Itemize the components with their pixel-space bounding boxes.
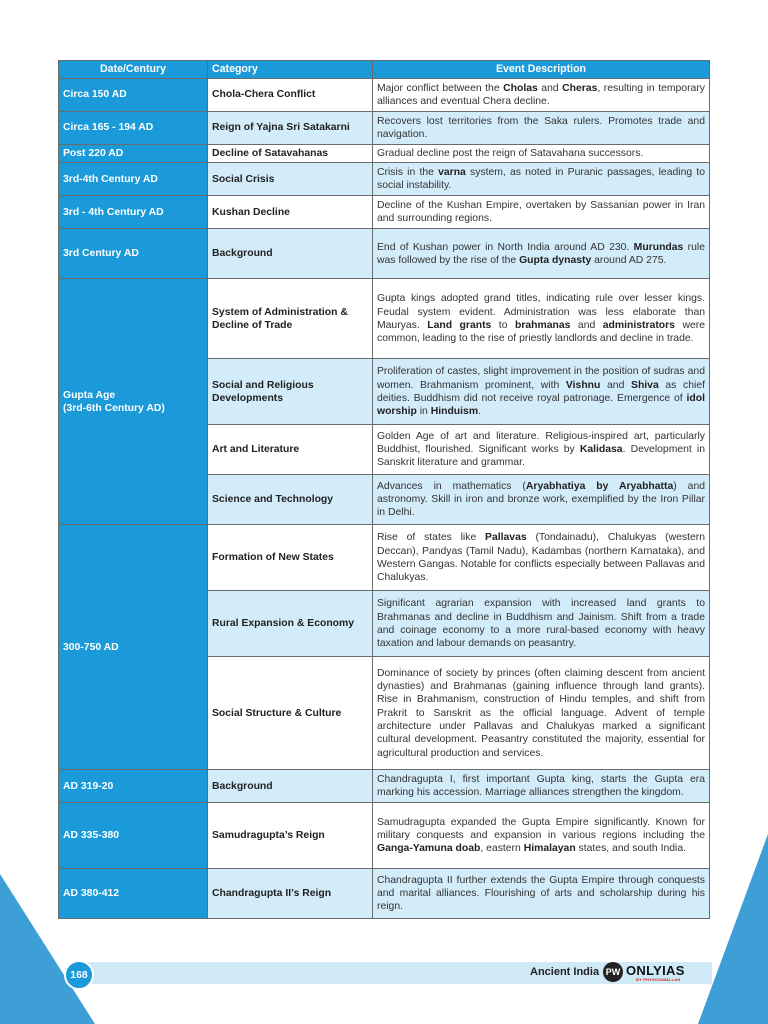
description-cell: End of Kushan power in North India around AD 230. Murundas rule was followed by the rise of the Gupta dynasty around AD 275. — [373, 229, 710, 279]
description-cell: Chandragupta II further extends the Gupta Empire through conquests and marital alliances. Flourishing of arts and scholarship during his reign. — [373, 869, 710, 919]
emphasis-text: Murundas — [633, 241, 684, 253]
date-line: Gupta Age — [63, 389, 116, 401]
onlyias-logo-subtext: BY PHYSICSWALLAH — [636, 977, 681, 982]
description-cell: Gradual decline post the reign of Satavahana successors. — [373, 145, 710, 163]
table-row — [59, 279, 710, 359]
table-row — [59, 869, 710, 919]
description-cell: Dominance of society by princes (often claiming descent from ancient dynasties) and Brahmanas (gaining influence through land grants). Rise in Brahmanism, construction of Hindu temples, and shift from Prakrit to Sanskrit as the official language. Advent of temple architecture under Pallavas and Chalukyas marked a significant cultural development. Peasantry constituted the majority, essential for agricultural production and services. — [373, 657, 710, 770]
header-category: Category — [208, 61, 373, 79]
emphasis-text: Aryabhatiya by Aryabhatta — [525, 480, 674, 492]
table-row — [59, 163, 710, 196]
date-cell: 3rd-4th Century AD — [59, 163, 208, 196]
category-cell: Social Structure & Culture — [208, 657, 373, 770]
category-cell: Reign of Yajna Sri Satakarni — [208, 112, 373, 145]
category-cell: Formation of New States — [208, 525, 373, 591]
header-description: Event Description — [373, 61, 710, 79]
emphasis-text: Cholas — [503, 82, 538, 94]
book-title: Ancient India — [530, 966, 600, 978]
category-cell: Social Crisis — [208, 163, 373, 196]
category-cell: Rural Expansion & Economy — [208, 591, 373, 657]
page-number: 168 — [64, 960, 94, 990]
table-row — [59, 196, 710, 229]
emphasis-text: idol worship — [377, 392, 705, 418]
table-header-row — [59, 61, 710, 79]
category-cell: Decline of Satavahanas — [208, 145, 373, 163]
category-cell: Science and Technology — [208, 475, 373, 525]
date-cell: 3rd Century AD — [59, 229, 208, 279]
table-row — [59, 145, 710, 163]
emphasis-text: administrators — [602, 319, 675, 331]
date-cell: AD 380-412 — [59, 869, 208, 919]
pw-logo-icon: PW — [603, 962, 623, 982]
description-cell: Samudragupta expanded the Gupta Empire significantly. Known for military conquests and expansion in various regions including the Ganga-Yamuna doab, eastern Himalayan states, and south India. — [373, 803, 710, 869]
table-row — [59, 112, 710, 145]
table-row — [59, 803, 710, 869]
emphasis-text: Himalayan — [523, 843, 576, 855]
description-cell: Advances in mathematics (Aryabhatiya by Aryabhatta) and astronomy. Skill in iron and bronze work, exemplified by the Iron Pillar in Delhi. — [373, 475, 710, 525]
date-cell: 3rd - 4th Century AD — [59, 196, 208, 229]
emphasis-text: Cheras — [562, 82, 598, 94]
description-cell: Proliferation of castes, slight improvement in the position of sudras and women. Brahmanism prominent, with Vishnu and Shiva as chief deities. Buddhism did not receive royal patronage. Emergence of idol worship in Hinduism. — [373, 359, 710, 425]
emphasis-text: Shiva — [631, 379, 659, 391]
description-cell: Major conflict between the Cholas and Cheras, resulting in temporary alliances and eventual Chera decline. — [373, 79, 710, 112]
date-line-sub: (3rd-6th Century AD) — [63, 402, 165, 414]
onlyias-logo: ONLYIAS — [626, 963, 685, 978]
date-cell: Circa 165 - 194 AD — [59, 112, 208, 145]
category-cell: Chandragupta II’s Reign — [208, 869, 373, 919]
table-row — [59, 770, 710, 803]
category-cell: Background — [208, 229, 373, 279]
category-cell: Art and Literature — [208, 425, 373, 475]
description-cell: Significant agrarian expansion with increased land grants to Brahmanas and decline in Buddhism and Jainism. Shift from a trade and coinage economy to a more rural-based economy with heavy taxation and labour demands on peasantry. — [373, 591, 710, 657]
description-cell: Rise of states like Pallavas (Tondainadu), Chalukyas (western Deccan), Pandyas (Tamil Nadu), Kadambas (northern Karnataka), and Western Gangas. Notable for conflicts especially between Pallavas and Chalukyas. — [373, 525, 710, 591]
date-cell: AD 319-20 — [59, 770, 208, 803]
emphasis-text: Land grants — [427, 319, 492, 331]
description-cell: Gupta kings adopted grand titles, indicating rule over lesser kings. Feudal system evident. Administration was less elaborate than Mauryas. Land grants to brahmanas and administrators were common, leading to the rise of priestly landlords and decline in trade. — [373, 279, 710, 359]
date-cell: AD 335-380 — [59, 803, 208, 869]
category-cell: Chola-Chera Conflict — [208, 79, 373, 112]
category-cell: System of Administration & Decline of Trade — [208, 279, 373, 359]
date-cell: Circa 150 AD — [59, 79, 208, 112]
emphasis-text: Vishnu — [565, 379, 601, 391]
description-cell: Crisis in the varna system, as noted in Puranic passages, leading to social instability. — [373, 163, 710, 196]
description-cell: Decline of the Kushan Empire, overtaken by Sassanian power in Iran and surrounding regions. — [373, 196, 710, 229]
date-cell: Post 220 AD — [59, 145, 208, 163]
category-cell: Background — [208, 770, 373, 803]
emphasis-text: Gupta dynasty — [519, 254, 592, 266]
emphasis-text: Hinduism — [430, 406, 479, 418]
date-cell: 300-750 AD — [59, 525, 208, 770]
date-cell-gupta-age — [59, 279, 208, 525]
description-cell: Golden Age of art and literature. Religious-inspired art, particularly Buddhist, flourished. Significant works by Kalidasa. Development in Sanskrit literature and grammar. — [373, 425, 710, 475]
description-cell: Chandragupta I, first important Gupta king, starts the Gupta era marking his accession. Marriage alliances strengthen the kingdom. — [373, 770, 710, 803]
table-row — [59, 525, 710, 591]
history-timeline-table — [58, 60, 710, 919]
description-cell: Recovers lost territories from the Saka rulers. Promotes trade and navigation. — [373, 112, 710, 145]
header-date: Date/Century — [59, 61, 208, 79]
emphasis-text: varna — [438, 167, 466, 178]
emphasis-text: Ganga-Yamuna doab — [377, 843, 481, 855]
table-row — [59, 79, 710, 112]
emphasis-text: brahmanas — [514, 319, 571, 331]
emphasis-text: Pallavas — [485, 532, 527, 544]
category-cell: Social and Religious Developments — [208, 359, 373, 425]
category-cell: Samudragupta’s Reign — [208, 803, 373, 869]
category-cell: Kushan Decline — [208, 196, 373, 229]
emphasis-text: Kalidasa — [579, 444, 623, 456]
table-row — [59, 229, 710, 279]
